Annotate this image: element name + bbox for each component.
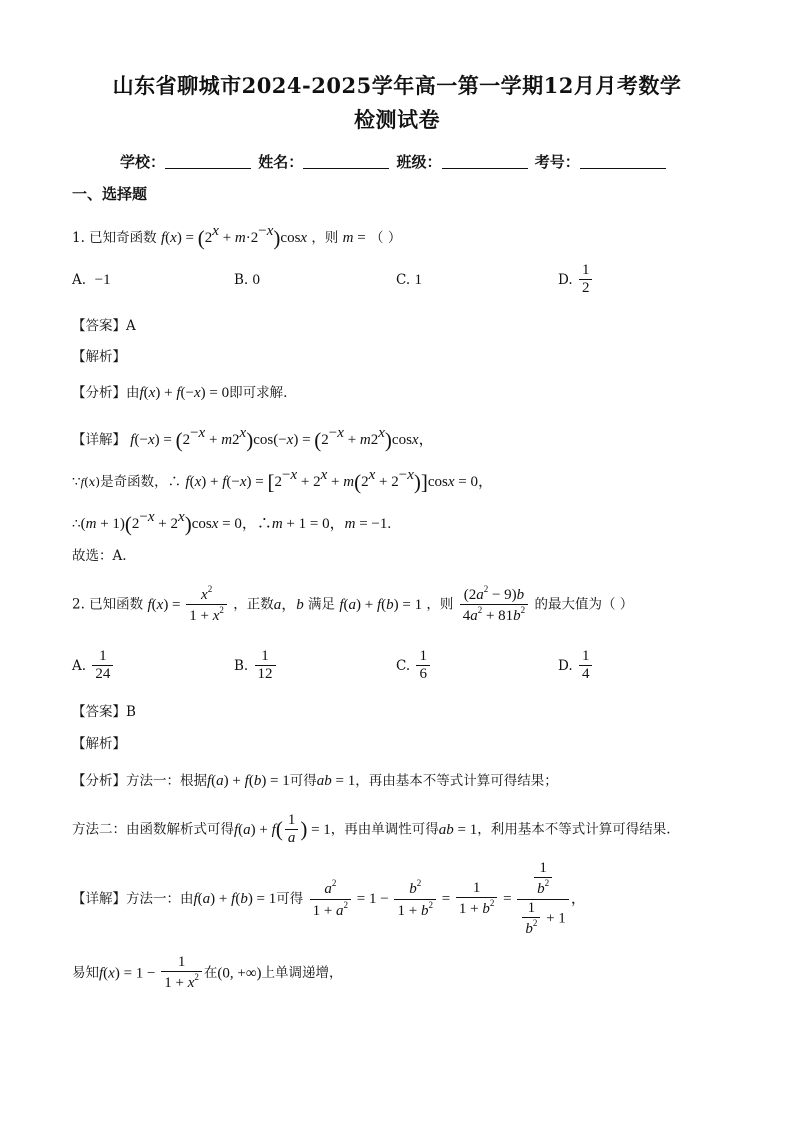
q1-analysis-heading: 【解析】: [72, 349, 126, 365]
question-1-stem: 1. 已知奇函数 $f(x) = (2^x + m\cdot 2^{-x})\cos x$ ，则 m = （ ）: [72, 223, 402, 250]
q1-answer: 【答案】A: [72, 318, 136, 334]
name-label: 姓名：: [258, 153, 304, 171]
q2-option-d[interactable]: D. $\frac{1}{4}$: [558, 648, 594, 684]
name-blank[interactable]: [303, 154, 389, 169]
q1-detail-line-1: 【详解】 $f(-x) = (2^{-x} + m2^x)\cos(-x) = (2^{-x} + m2^x)\cos x$，: [72, 425, 434, 452]
q2-detail-line-1: 【详解】方法一：由f(a) + f(b) = 1可得 $\frac{a^2}{1 + a^2}$ = 1 − $\frac{b^2}{1 + b^2}$ = $\frac{1}{1 + b^2}$ = $\frac{1}{b^2}$ $\frac{1}{b^2}$ + 1 ，: [72, 860, 586, 937]
q2-option-c[interactable]: C. $\frac{1}{6}$: [396, 648, 432, 684]
page-subtitle: 检测试卷: [354, 107, 440, 132]
q1-conclusion: 故选：A.: [72, 548, 127, 564]
question-2-stem: 2. 已知函数 f(x) = $\frac{x^2}{1 + x^2}$ ，正数a，b 满足 f(a) + f(b) = 1 ，则 $\frac{(2a^2 - 9)b}{4a^2 + 81b^2}$ 的最大值为（ ）: [72, 584, 634, 625]
q1-detail-line-2: ∵f(x)是奇函数，∴ $f(x) + f(-x) = [2^{-x} + 2^x + m(2^x + 2^{-x})]\cos x = 0$，: [72, 467, 493, 494]
school-blank[interactable]: [165, 154, 251, 169]
q2-analysis-line-1: 【分析】方法一：根据f(a) + f(b) = 1可得ab = 1，再由基本不等式计算可得结果；: [72, 773, 558, 789]
formula: f: [160, 230, 166, 246]
page-title: 山东省聊城市2024-2025学年高一第一学期12月月考数学: [112, 73, 682, 98]
q2-option-b[interactable]: B. $\frac{1}{12}$: [234, 648, 278, 684]
q2-analysis-heading: 【解析】: [72, 736, 126, 752]
school-label: 学校：: [120, 153, 166, 171]
q1-option-d[interactable]: D. $\frac{1}{2}$: [558, 262, 594, 298]
q1-analysis: 【分析】由f(x) + f(−x) = 0即可求解.: [72, 385, 288, 401]
class-blank[interactable]: [442, 154, 528, 169]
exam-number-label: 考号：: [534, 153, 580, 171]
q1-detail-line-3: ∴(m + $1)(2^{-x} + 2^x)\cos x = 0$，∴m + 1 = 0，m = −1.: [72, 509, 392, 536]
exam-number-blank[interactable]: [580, 154, 666, 169]
q1-option-a[interactable]: A. −1: [72, 272, 111, 288]
q2-answer: 【答案】B: [72, 704, 136, 720]
q2-analysis-line-2: 方法二：由函数解析式可得f(a) + f( $\frac{1}{a}$ ) = 1，再由单调性可得ab = 1，利用基本不等式计算可得结果.: [72, 812, 671, 847]
class-label: 班级：: [396, 153, 442, 171]
q1-option-b[interactable]: B. 0: [234, 272, 261, 288]
q1-option-c[interactable]: C. 1: [396, 272, 422, 288]
q2-option-a[interactable]: A. $\frac{1}{24}$: [72, 648, 115, 684]
student-info-row: [120, 151, 668, 172]
section-heading: 一、选择题: [72, 185, 148, 203]
q2-detail-line-2: 易知f(x) = 1 − $\frac{1}{1 + x^2}$ 在(0, +∞)上单调递增，: [72, 954, 343, 992]
